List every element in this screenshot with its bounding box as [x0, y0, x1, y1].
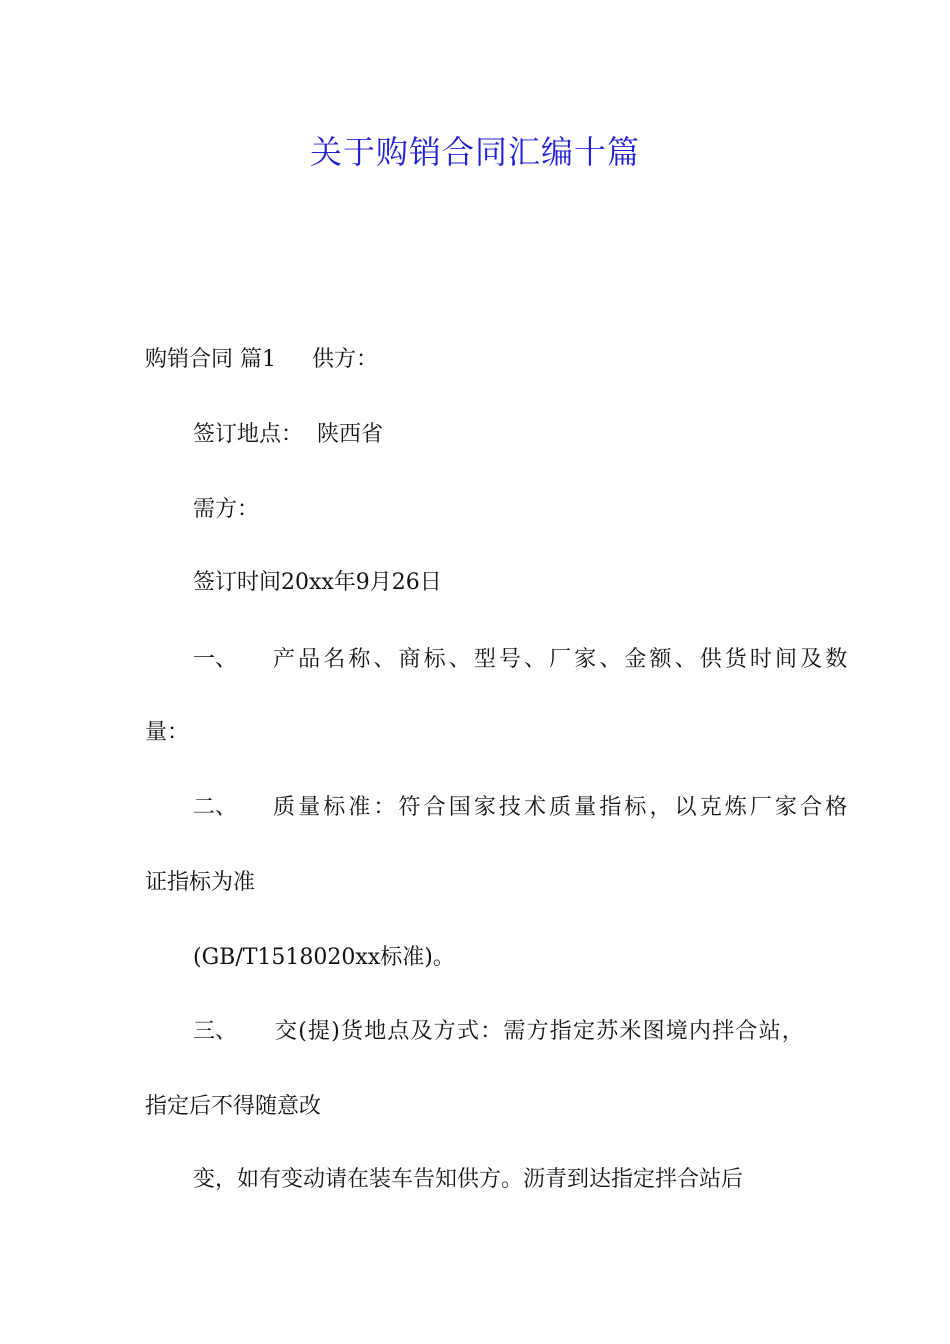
sign-place-value: 陕西省	[317, 422, 384, 447]
clause-3-line	[193, 1017, 805, 1047]
clause-2-number: 二、	[193, 795, 238, 820]
clause-3-continuation: 指定后不得随意改	[145, 1094, 322, 1119]
sign-place-line	[193, 420, 383, 450]
clause-1-text: 产品名称、商标、型号、厂家、金额、供货时间及数	[273, 647, 851, 672]
clause-1-number: 一、	[193, 647, 238, 672]
clause-1-continuation: 量：	[145, 720, 190, 745]
contract-heading: 购销合同 篇1	[145, 347, 276, 372]
clause-2-text: 质量标准：符合国家技术质量指标，以克炼厂家合格	[273, 795, 851, 820]
clause-2-continuation: 证指标为准	[145, 870, 256, 895]
sign-place-label: 签订地点：	[193, 422, 304, 447]
clause-2-standard: (GB/T1518020xx标准)。	[193, 945, 455, 970]
clause-3-text: 交(提)货地点及方式：需方指定苏米图境内拌合站，	[275, 1019, 805, 1044]
clause-3-more: 变，如有变动请在装车告知供方。沥青到达指定拌合站后	[193, 1167, 744, 1192]
buyer-label: 需方：	[193, 497, 260, 522]
document-title: 关于购销合同汇编十篇	[309, 133, 640, 171]
clause-3-number: 三、	[193, 1019, 238, 1044]
supplier-label: 供方：	[312, 347, 379, 372]
clause-1-line	[193, 645, 851, 675]
sign-time: 签订时间20xx年9月26日	[193, 570, 442, 595]
clause-2-line	[193, 793, 851, 823]
contract-heading-line	[145, 345, 378, 375]
